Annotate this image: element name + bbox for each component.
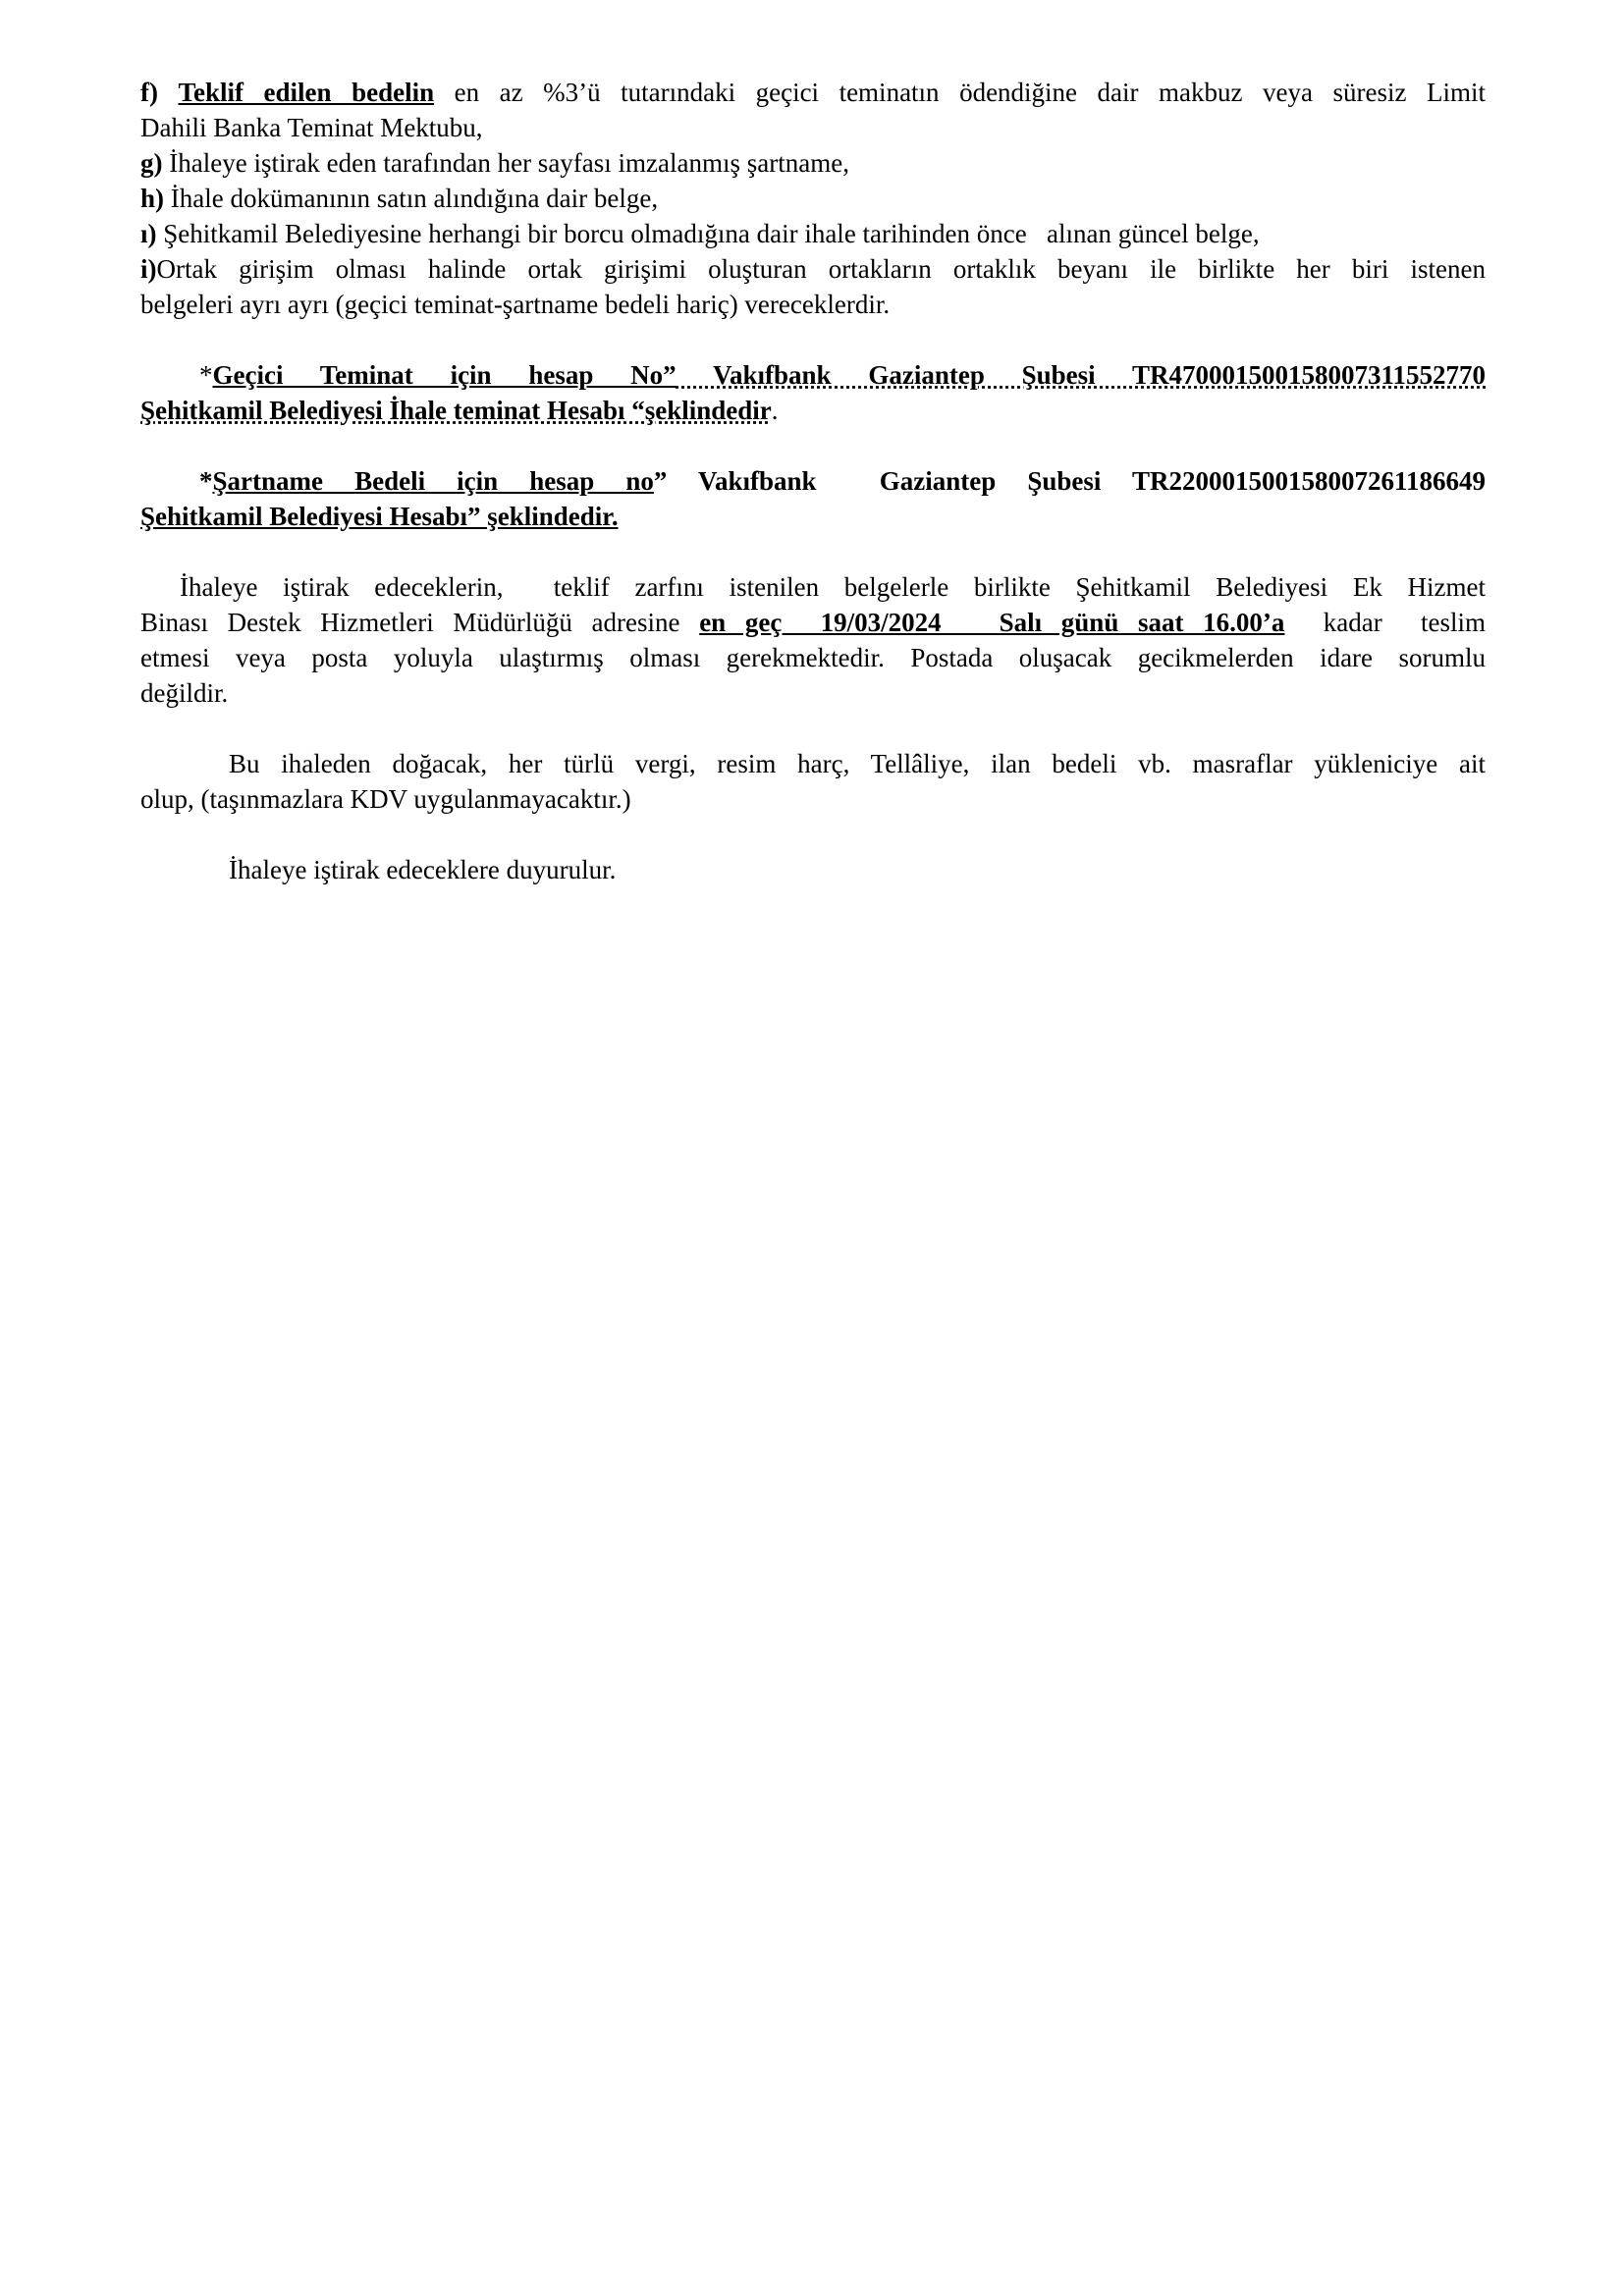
list-item-i-dotted-continuation — [140, 287, 1486, 322]
deadline-text-line2-suffix: kadar teslim — [1284, 608, 1486, 637]
spec-fee-star: * — [199, 466, 213, 496]
item-i-dotless-label: ı) — [140, 219, 157, 248]
item-g-text: İhaleye iştirak eden tarafından her sayfası imzalanmış şartname, — [162, 148, 849, 178]
costs-line1 — [140, 746, 1486, 781]
costs-paragraph — [140, 746, 1486, 817]
guarantee-account-paragraph — [140, 357, 1486, 428]
spec-fee-bank-line2: Şehitkamil Belediyesi Hesabı” şeklindedir. — [140, 502, 619, 531]
guarantee-bank-line2: Şehitkamil Belediyesi İhale teminat Hesabı “şeklindedir — [140, 396, 772, 425]
list-item-h — [140, 181, 1486, 216]
list-item-i-dotted — [140, 251, 1486, 287]
guarantee-line1 — [140, 357, 1486, 393]
item-h-label: h) — [140, 184, 165, 213]
deadline-paragraph — [140, 569, 1486, 711]
deadline-line1 — [140, 569, 1486, 605]
requirements-list — [140, 75, 1486, 322]
spec-fee-bank-line1: ” Vakıfbank Gaziantep Şubesi TR220001500158007261186649 — [653, 466, 1486, 496]
item-f-bold-text: Teklif edilen bedelin — [178, 78, 435, 107]
costs-text-line1: Bu ihaleden doğacak, her türlü vergi, resim harç, Tellâliye, ilan bedeli vb. masraflar yükleniciye ait — [229, 749, 1486, 778]
item-f-label: f) — [140, 78, 158, 107]
guarantee-label: Geçici Teminat için hesap No” — [212, 360, 677, 390]
item-g-label: g) — [140, 148, 163, 178]
item-i-dotted-label: i) — [140, 254, 157, 284]
deadline-text-line1: İhaleye iştirak edeceklerin, teklif zarfını istenilen belgelerle birlikte Şehitkamil Belediyesi Ek Hizmet — [180, 572, 1486, 602]
costs-text-line2: olup, (taşınmazlara KDV uygulanmayacaktır.) — [140, 784, 631, 814]
spec-fee-account-paragraph — [140, 463, 1486, 534]
deadline-line2 — [140, 605, 1486, 640]
guarantee-star: * — [199, 360, 213, 390]
deadline-text-line3: etmesi veya posta yoluyla ulaştırmış olması gerekmektedir. Postada oluşacak gecikmelerden idare sorumlu — [140, 643, 1486, 672]
spec-fee-label: Şartname Bedeli için hesap no — [212, 466, 654, 496]
item-f-text-line1: en az %3’ü tutarındaki geçici teminatın ödendiğine dair makbuz veya süresiz Limit — [434, 78, 1487, 107]
item-i-dotless-text: Şehitkamil Belediyesine herhangi bir borcu olmadığına dair ihale tarihinden önce alınan güncel belge, — [156, 219, 1260, 248]
list-item-f-continuation — [140, 110, 1486, 145]
deadline-line4 — [140, 675, 1486, 711]
list-item-g — [140, 145, 1486, 181]
item-h-text: İhale dokümanının satın alındığına dair belge, — [164, 184, 659, 213]
deadline-text-line4: değildir. — [140, 678, 229, 708]
item-i-dotted-text-line1: Ortak girişim olması halinde ortak girişimi oluşturan ortakların ortaklık beyanı ile birlikte her biri istenen — [156, 254, 1486, 284]
list-item-i-dotless — [140, 216, 1486, 251]
item-f-text-line2: Dahili Banka Teminat Mektubu, — [140, 113, 483, 142]
spec-fee-line2 — [140, 499, 1486, 534]
spec-fee-line1 — [140, 463, 1486, 499]
deadline-line3 — [140, 640, 1486, 675]
document-body — [140, 75, 1486, 887]
guarantee-bank-line1: Vakıfbank Gaziantep Şubesi TR470001500158007311552770 — [676, 360, 1486, 390]
deadline-text-line2-prefix: Binası Destek Hizmetleri Müdürlüğü adresine — [140, 608, 700, 637]
guarantee-line2 — [140, 393, 1486, 428]
deadline-date: en geç 19/03/2024 Salı günü saat 16.00’a — [699, 608, 1285, 637]
announcement-paragraph — [140, 852, 1486, 887]
guarantee-end: . — [771, 396, 779, 425]
announcement-text: İhaleye iştirak edeceklere duyurulur. — [229, 855, 617, 884]
costs-line2 — [140, 781, 1486, 817]
list-item-f — [140, 75, 1486, 110]
item-i-dotted-text-line2: belgeleri ayrı ayrı (geçici teminat-şartname bedeli hariç) vereceklerdir. — [140, 290, 891, 319]
